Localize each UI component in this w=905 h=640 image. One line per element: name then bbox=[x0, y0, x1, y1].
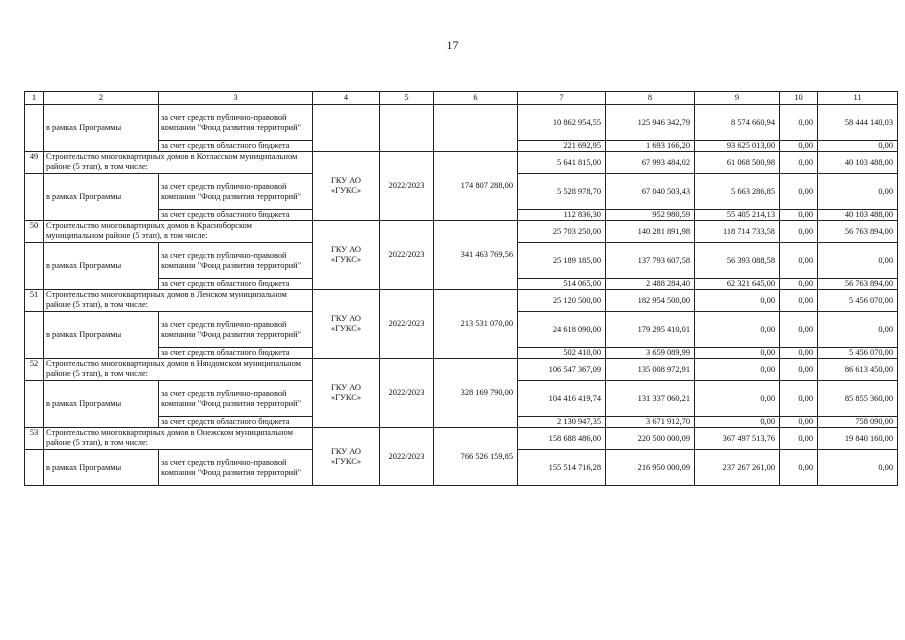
amount-cell: 24 618 090,00 bbox=[518, 312, 606, 348]
amount-cell: 5 456 070,00 bbox=[818, 290, 898, 312]
amount-cell: 0,00 bbox=[780, 174, 818, 210]
amount-cell: 86 613 450,00 bbox=[818, 359, 898, 381]
source-label: за счет средств публично-правовой компании "Фонд развития территорий" bbox=[159, 381, 313, 417]
item-title: Строительство многоквартирных домов в Ленском муниципальном районе (5 этап), в том числе: bbox=[44, 290, 313, 312]
program-label: в рамках Программы bbox=[44, 174, 159, 221]
amount-cell: 5 663 286,85 bbox=[695, 174, 780, 210]
col-header: 11 bbox=[818, 92, 898, 105]
amount-cell: 19 840 160,00 bbox=[818, 428, 898, 450]
col-header: 8 bbox=[606, 92, 695, 105]
item-number: 53 bbox=[25, 428, 44, 450]
item-number: 49 bbox=[25, 152, 44, 174]
table-body bbox=[25, 92, 898, 486]
years-cell: 2022/2023 bbox=[380, 359, 434, 428]
program-label: в рамках Программы bbox=[44, 381, 159, 428]
amount-cell: 0,00 bbox=[818, 174, 898, 210]
amount-cell: 0,00 bbox=[695, 290, 780, 312]
source-label: за счет средств областного бюджета bbox=[159, 417, 313, 428]
amount-cell: 2 488 284,40 bbox=[606, 279, 695, 290]
years-cell: 2022/2023 bbox=[380, 428, 434, 486]
executor-cell: ГКУ АО «ГУКС» bbox=[313, 359, 380, 428]
num-cell bbox=[25, 174, 44, 221]
source-label: за счет средств областного бюджета bbox=[159, 348, 313, 359]
amount-cell: 0,00 bbox=[780, 210, 818, 221]
amount-cell: 1 693 166,20 bbox=[606, 141, 695, 152]
item-title-row bbox=[25, 221, 898, 243]
executor-cell: ГКУ АО «ГУКС» bbox=[313, 290, 380, 359]
amount-cell: 140 281 891,98 bbox=[606, 221, 695, 243]
amount-cell: 0,00 bbox=[818, 450, 898, 486]
amount-cell: 0,00 bbox=[780, 279, 818, 290]
item-title: Строительство многоквартирных домов в Котласском муниципальном районе (5 этап), в том числе: bbox=[44, 152, 313, 174]
amount-cell: 3 671 912,70 bbox=[606, 417, 695, 428]
amount-cell: 179 295 410,01 bbox=[606, 312, 695, 348]
amount-cell: 0,00 bbox=[780, 450, 818, 486]
amount-cell: 0,00 bbox=[695, 348, 780, 359]
amount-cell: 5 456 070,00 bbox=[818, 348, 898, 359]
amount-cell: 3 659 089,99 bbox=[606, 348, 695, 359]
num-cell bbox=[25, 381, 44, 428]
amount-cell: 56 393 088,58 bbox=[695, 243, 780, 279]
amount-cell: 93 625 013,00 bbox=[695, 141, 780, 152]
amount-cell: 0,00 bbox=[818, 243, 898, 279]
amount-cell: 25 703 250,00 bbox=[518, 221, 606, 243]
program-label: в рамках Программы bbox=[44, 450, 159, 486]
col-header: 7 bbox=[518, 92, 606, 105]
amount-cell: 112 836,30 bbox=[518, 210, 606, 221]
amount-cell: 0,00 bbox=[780, 312, 818, 348]
item-number: 52 bbox=[25, 359, 44, 381]
amount-cell: 502 410,00 bbox=[518, 348, 606, 359]
amount-cell: 0,00 bbox=[780, 381, 818, 417]
item-title-row bbox=[25, 152, 898, 174]
col-header: 4 bbox=[313, 92, 380, 105]
total-cell: 328 169 790,00 bbox=[434, 359, 518, 428]
amount-cell: 367 497 513,76 bbox=[695, 428, 780, 450]
amount-cell: 0,00 bbox=[780, 243, 818, 279]
amount-cell: 0,00 bbox=[780, 152, 818, 174]
col-header: 2 bbox=[44, 92, 159, 105]
amount-cell: 237 267 261,00 bbox=[695, 450, 780, 486]
num-cell bbox=[25, 243, 44, 290]
amount-cell: 10 862 954,55 bbox=[518, 105, 606, 141]
amount-cell: 135 008 972,91 bbox=[606, 359, 695, 381]
amount-cell: 0,00 bbox=[818, 141, 898, 152]
amount-cell: 0,00 bbox=[780, 141, 818, 152]
amount-cell: 125 946 342,79 bbox=[606, 105, 695, 141]
total-cell: 341 463 769,56 bbox=[434, 221, 518, 290]
total-cell bbox=[434, 105, 518, 152]
item-title-row bbox=[25, 428, 898, 450]
years-cell bbox=[380, 105, 434, 152]
amount-cell: 58 444 140,03 bbox=[818, 105, 898, 141]
amount-cell: 155 514 716,28 bbox=[518, 450, 606, 486]
amount-cell: 0,00 bbox=[780, 428, 818, 450]
executor-cell: ГКУ АО «ГУКС» bbox=[313, 221, 380, 290]
num-cell bbox=[25, 312, 44, 359]
item-title: Строительство многоквартирных домов в Няндомском муниципальном районе (5 этап), в том числе: bbox=[44, 359, 313, 381]
col-header: 3 bbox=[159, 92, 313, 105]
col-header: 6 bbox=[434, 92, 518, 105]
page-number: 17 bbox=[446, 38, 459, 52]
amount-cell: 85 855 360,00 bbox=[818, 381, 898, 417]
source-label: за счет средств публично-правовой компании "Фонд развития территорий" bbox=[159, 312, 313, 348]
amount-cell: 0,00 bbox=[780, 348, 818, 359]
program-label: в рамках Программы bbox=[44, 105, 159, 152]
amount-cell: 25 189 185,00 bbox=[518, 243, 606, 279]
amount-cell: 104 416 419,74 bbox=[518, 381, 606, 417]
amount-cell: 40 103 488,00 bbox=[818, 152, 898, 174]
source-label: за счет средств публично-правовой компании "Фонд развития территорий" bbox=[159, 243, 313, 279]
num-cell bbox=[25, 450, 44, 486]
years-cell: 2022/2023 bbox=[380, 221, 434, 290]
amount-cell: 0,00 bbox=[695, 381, 780, 417]
amount-cell: 25 120 500,00 bbox=[518, 290, 606, 312]
amount-cell: 0,00 bbox=[818, 312, 898, 348]
amount-cell: 55 405 214,13 bbox=[695, 210, 780, 221]
col-header: 10 bbox=[780, 92, 818, 105]
total-cell: 766 526 159,85 bbox=[434, 428, 518, 486]
source-label: за счет средств публично-правовой компании "Фонд развития территорий" bbox=[159, 174, 313, 210]
program-label: в рамках Программы bbox=[44, 243, 159, 290]
amount-cell: 220 500 000,09 bbox=[606, 428, 695, 450]
amount-cell: 67 040 503,43 bbox=[606, 174, 695, 210]
fund-row bbox=[25, 105, 898, 141]
amount-cell: 0,00 bbox=[780, 359, 818, 381]
executor-cell: ГКУ АО «ГУКС» bbox=[313, 152, 380, 221]
amount-cell: 2 130 947,35 bbox=[518, 417, 606, 428]
amount-cell: 56 763 894,00 bbox=[818, 279, 898, 290]
amount-cell: 40 103 488,00 bbox=[818, 210, 898, 221]
budget-table bbox=[24, 91, 898, 486]
amount-cell: 0,00 bbox=[695, 312, 780, 348]
amount-cell: 514 065,00 bbox=[518, 279, 606, 290]
amount-cell: 952 980,59 bbox=[606, 210, 695, 221]
source-label: за счет средств областного бюджета bbox=[159, 279, 313, 290]
item-title: Строительство многоквартирных домов в Красноборском муниципальном районе (5 этап), в том числе: bbox=[44, 221, 313, 243]
amount-cell: 0,00 bbox=[780, 221, 818, 243]
amount-cell: 67 993 484,02 bbox=[606, 152, 695, 174]
source-label: за счет средств областного бюджета bbox=[159, 210, 313, 221]
source-label: за счет средств областного бюджета bbox=[159, 141, 313, 152]
amount-cell: 61 068 500,98 bbox=[695, 152, 780, 174]
amount-cell: 5 641 815,00 bbox=[518, 152, 606, 174]
amount-cell: 158 688 486,00 bbox=[518, 428, 606, 450]
amount-cell: 0,00 bbox=[780, 290, 818, 312]
amount-cell: 5 528 978,70 bbox=[518, 174, 606, 210]
amount-cell: 216 950 000,09 bbox=[606, 450, 695, 486]
executor-cell bbox=[313, 105, 380, 152]
num-cell bbox=[25, 105, 44, 152]
item-number: 51 bbox=[25, 290, 44, 312]
amount-cell: 0,00 bbox=[695, 359, 780, 381]
item-title-row bbox=[25, 359, 898, 381]
amount-cell: 758 090,00 bbox=[818, 417, 898, 428]
amount-cell: 8 574 660,94 bbox=[695, 105, 780, 141]
amount-cell: 137 793 607,58 bbox=[606, 243, 695, 279]
years-cell: 2022/2023 bbox=[380, 290, 434, 359]
col-header: 1 bbox=[25, 92, 44, 105]
executor-cell: ГКУ АО «ГУКС» bbox=[313, 428, 380, 486]
amount-cell: 0,00 bbox=[695, 417, 780, 428]
item-title: Строительство многоквартирных домов в Онежском муниципальном районе (5 этап), в том числе: bbox=[44, 428, 313, 450]
total-cell: 174 807 288,00 bbox=[434, 152, 518, 221]
program-label: в рамках Программы bbox=[44, 312, 159, 359]
col-header: 9 bbox=[695, 92, 780, 105]
amount-cell: 106 547 367,09 bbox=[518, 359, 606, 381]
total-cell: 213 531 070,00 bbox=[434, 290, 518, 359]
years-cell: 2022/2023 bbox=[380, 152, 434, 221]
amount-cell: 0,00 bbox=[780, 105, 818, 141]
amount-cell: 182 954 500,00 bbox=[606, 290, 695, 312]
item-title-row bbox=[25, 290, 898, 312]
source-label: за счет средств публично-правовой компании "Фонд развития территорий" bbox=[159, 450, 313, 486]
amount-cell: 62 321 645,00 bbox=[695, 279, 780, 290]
amount-cell: 0,00 bbox=[780, 417, 818, 428]
col-header: 5 bbox=[380, 92, 434, 105]
source-label: за счет средств публично-правовой компании "Фонд развития территорий" bbox=[159, 105, 313, 141]
header-row bbox=[25, 92, 898, 105]
amount-cell: 118 714 733,58 bbox=[695, 221, 780, 243]
amount-cell: 131 337 060,21 bbox=[606, 381, 695, 417]
amount-cell: 221 692,95 bbox=[518, 141, 606, 152]
item-number: 50 bbox=[25, 221, 44, 243]
amount-cell: 56 763 894,00 bbox=[818, 221, 898, 243]
